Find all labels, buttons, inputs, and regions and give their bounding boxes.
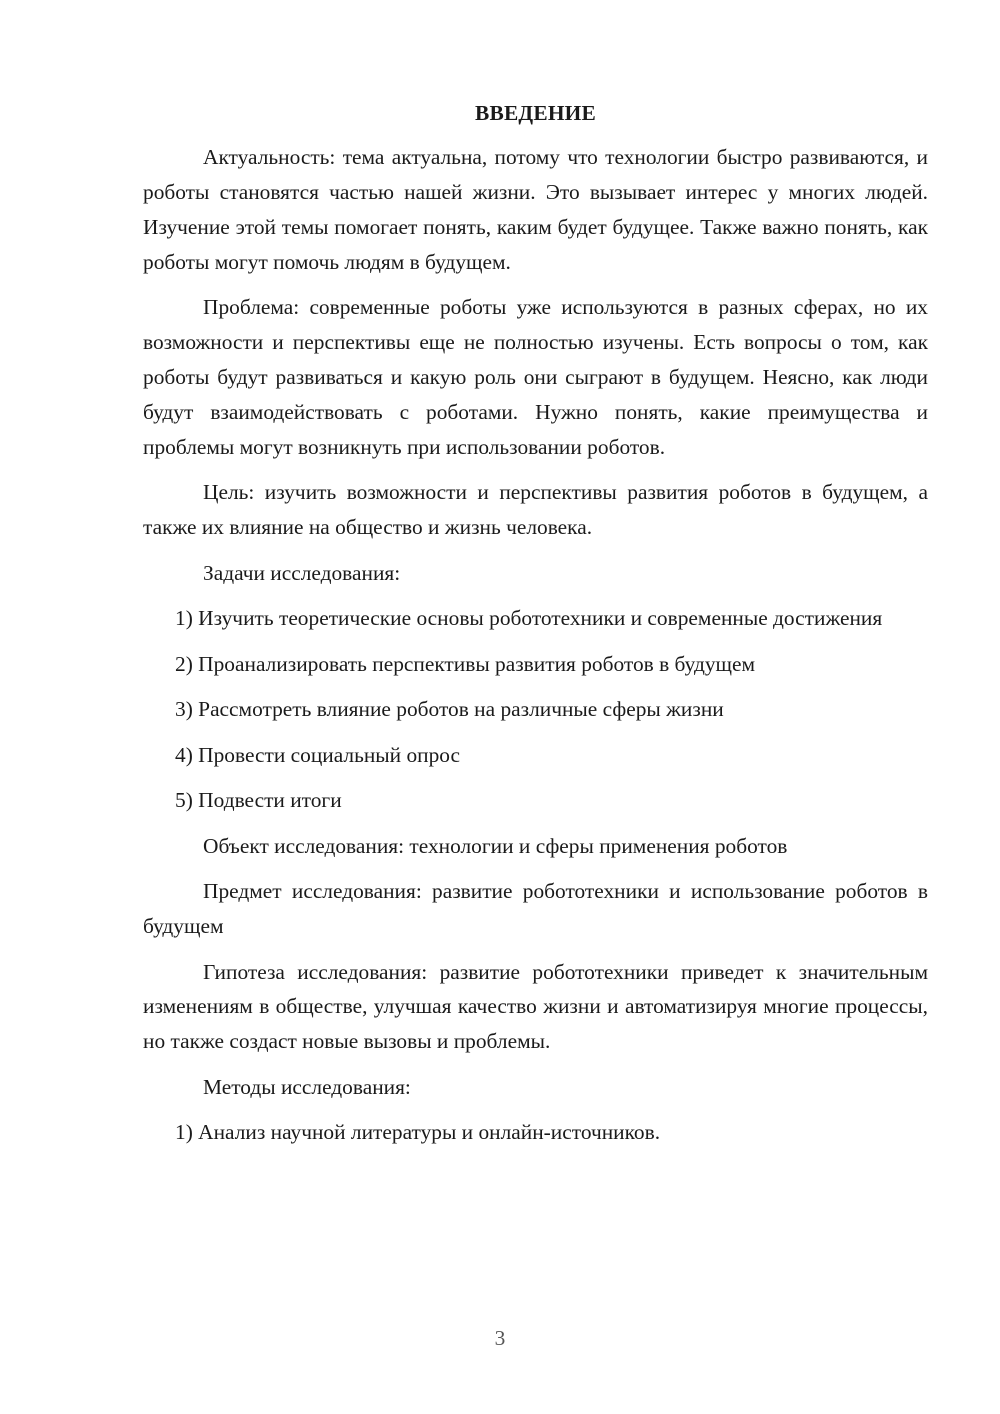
task-item: 3) Рассмотреть влияние роботов на различные сферы жизни: [175, 697, 724, 722]
page-number: 3: [494, 1326, 506, 1350]
methods-heading: Методы исследования:: [203, 1074, 411, 1099]
document-page: [143, 96, 928, 1161]
method-item: 1) Анализ научной литературы и онлайн-источников.: [175, 1120, 661, 1145]
object-paragraph: Объект исследования: технологии и сферы применения роботов: [203, 833, 788, 858]
task-item: 2) Проанализировать перспективы развития роботов в будущем: [175, 651, 756, 676]
subject-paragraph: Предмет исследования: развитие робототехники и использование роботов в будущем: [143, 879, 928, 939]
tasks-heading: Задачи исследования:: [203, 560, 401, 585]
hypothesis-paragraph: Гипотеза исследования: развитие робототехники приведет к значительным изменениям в обществе, улучшая качество жизни и автоматизируя многие процессы, но также создаст новые вызовы и проблемы.: [143, 959, 928, 1054]
problem-paragraph: Проблема: современные роботы уже используются в разных сферах, но их возможности и перспективы еще не полностью изучены. Есть вопросы о том, как роботы будут развиваться и какую роль они сыграют в будущем. Неясно, как люди будут взаимодействовать с роботами. Нужно понять, какие преимущества и проблемы могут возникнуть при использовании роботов.: [143, 295, 928, 459]
task-item: 1) Изучить теоретические основы робототехники и современные достижения: [175, 606, 883, 631]
task-item: 4) Провести социальный опрос: [175, 742, 461, 767]
relevance-paragraph: Актуальность: тема актуальна, потому что технологии быстро развиваются, и роботы становятся частью нашей жизни. Это вызывает интерес у многих людей. Изучение этой темы помогает понять, каким будет будущее. Также важно понять, как роботы могут помочь людям в будущем.: [143, 144, 928, 274]
goal-paragraph: Цель: изучить возможности и перспективы развития роботов в будущем, а также их влияние на общество и жизнь человека.: [143, 480, 928, 540]
task-item: 5) Подвести итоги: [175, 788, 342, 813]
page-title: ВВЕДЕНИЕ: [475, 101, 596, 125]
